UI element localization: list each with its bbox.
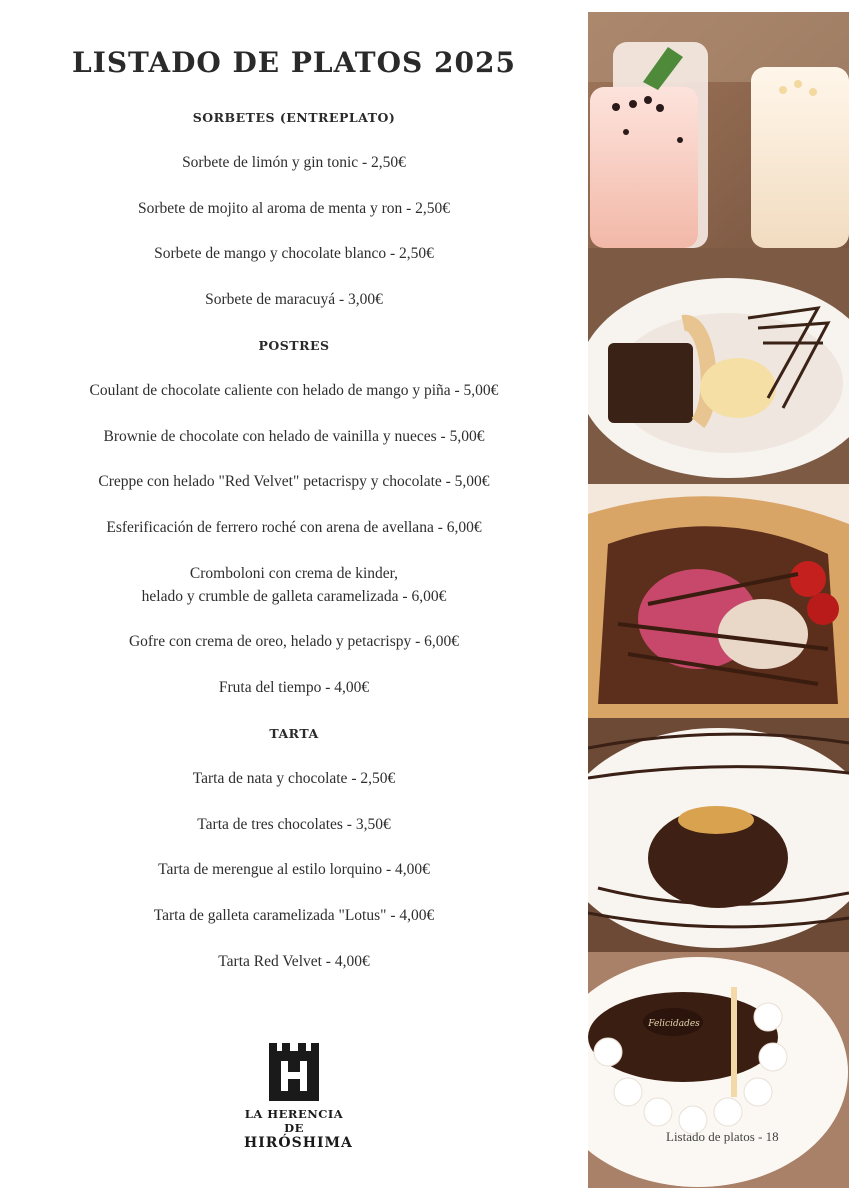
ferrero-dessert-photo	[588, 718, 849, 952]
photo-column	[588, 12, 849, 1188]
menu-item: helado y crumble de galleta caramelizada - 6,00€	[141, 588, 447, 605]
sorbet-glasses-photo	[588, 12, 849, 248]
section-heading-postres: POSTRES	[258, 338, 330, 353]
section-heading-tarta: TARTA	[269, 726, 319, 741]
menu-item: Cromboloni con crema de kinder,	[189, 565, 399, 582]
menu-item: Esferificación de ferrero roché con arena de avellana - 6,00€	[106, 519, 482, 536]
menu-item: Brownie de chocolate con helado de vainilla y nueces - 5,00€	[103, 428, 485, 445]
cream-cake-photo	[588, 952, 849, 1188]
menu-item: Sorbete de mojito al aroma de menta y ron - 2,50€	[137, 200, 451, 217]
menu-item: Fruta del tiempo - 4,00€	[218, 679, 370, 696]
menu-item: Coulant de chocolate caliente con helado de mango y piña - 5,00€	[89, 382, 499, 399]
menu-item: Creppe con helado "Red Velvet" petacrispy y chocolate - 5,00€	[98, 473, 490, 490]
menu-item: Tarta de tres chocolates - 3,50€	[197, 816, 391, 833]
menu-item: Sorbete de maracuyá - 3,00€	[205, 291, 383, 308]
section-heading-sorbetes: SORBETES (ENTREPLATO)	[192, 110, 396, 125]
logo-line-2: HIRÓSHIMA	[244, 1135, 353, 1151]
menu-item: Tarta de galleta caramelizada "Lotus" - 4,00€	[153, 907, 435, 924]
menu-item: Tarta Red Velvet - 4,00€	[218, 953, 370, 970]
menu-item: Gofre con crema de oreo, helado y petacrispy - 6,00€	[128, 633, 460, 650]
menu-item: Sorbete de limón y gin tonic - 2,50€	[182, 154, 406, 171]
menu-item: Sorbete de mango y chocolate blanco - 2,50€	[154, 245, 434, 262]
castle-icon	[268, 1043, 320, 1101]
restaurant-logo	[244, 1043, 353, 1151]
menu-item: Tarta de nata y chocolate - 2,50€	[192, 770, 396, 787]
logo-line-1: LA HERENCIA DE	[244, 1107, 344, 1135]
page-number: Listado de platos - 18	[666, 1129, 779, 1144]
page-title: LISTADO DE PLATOS 2025	[72, 46, 516, 79]
cake-inscription: Felicidades	[648, 1019, 700, 1029]
crepe-icecream-photo	[588, 484, 849, 718]
menu-item: Tarta de merengue al estilo lorquino - 4,00€	[158, 861, 430, 878]
coulant-plate-photo	[588, 248, 849, 484]
